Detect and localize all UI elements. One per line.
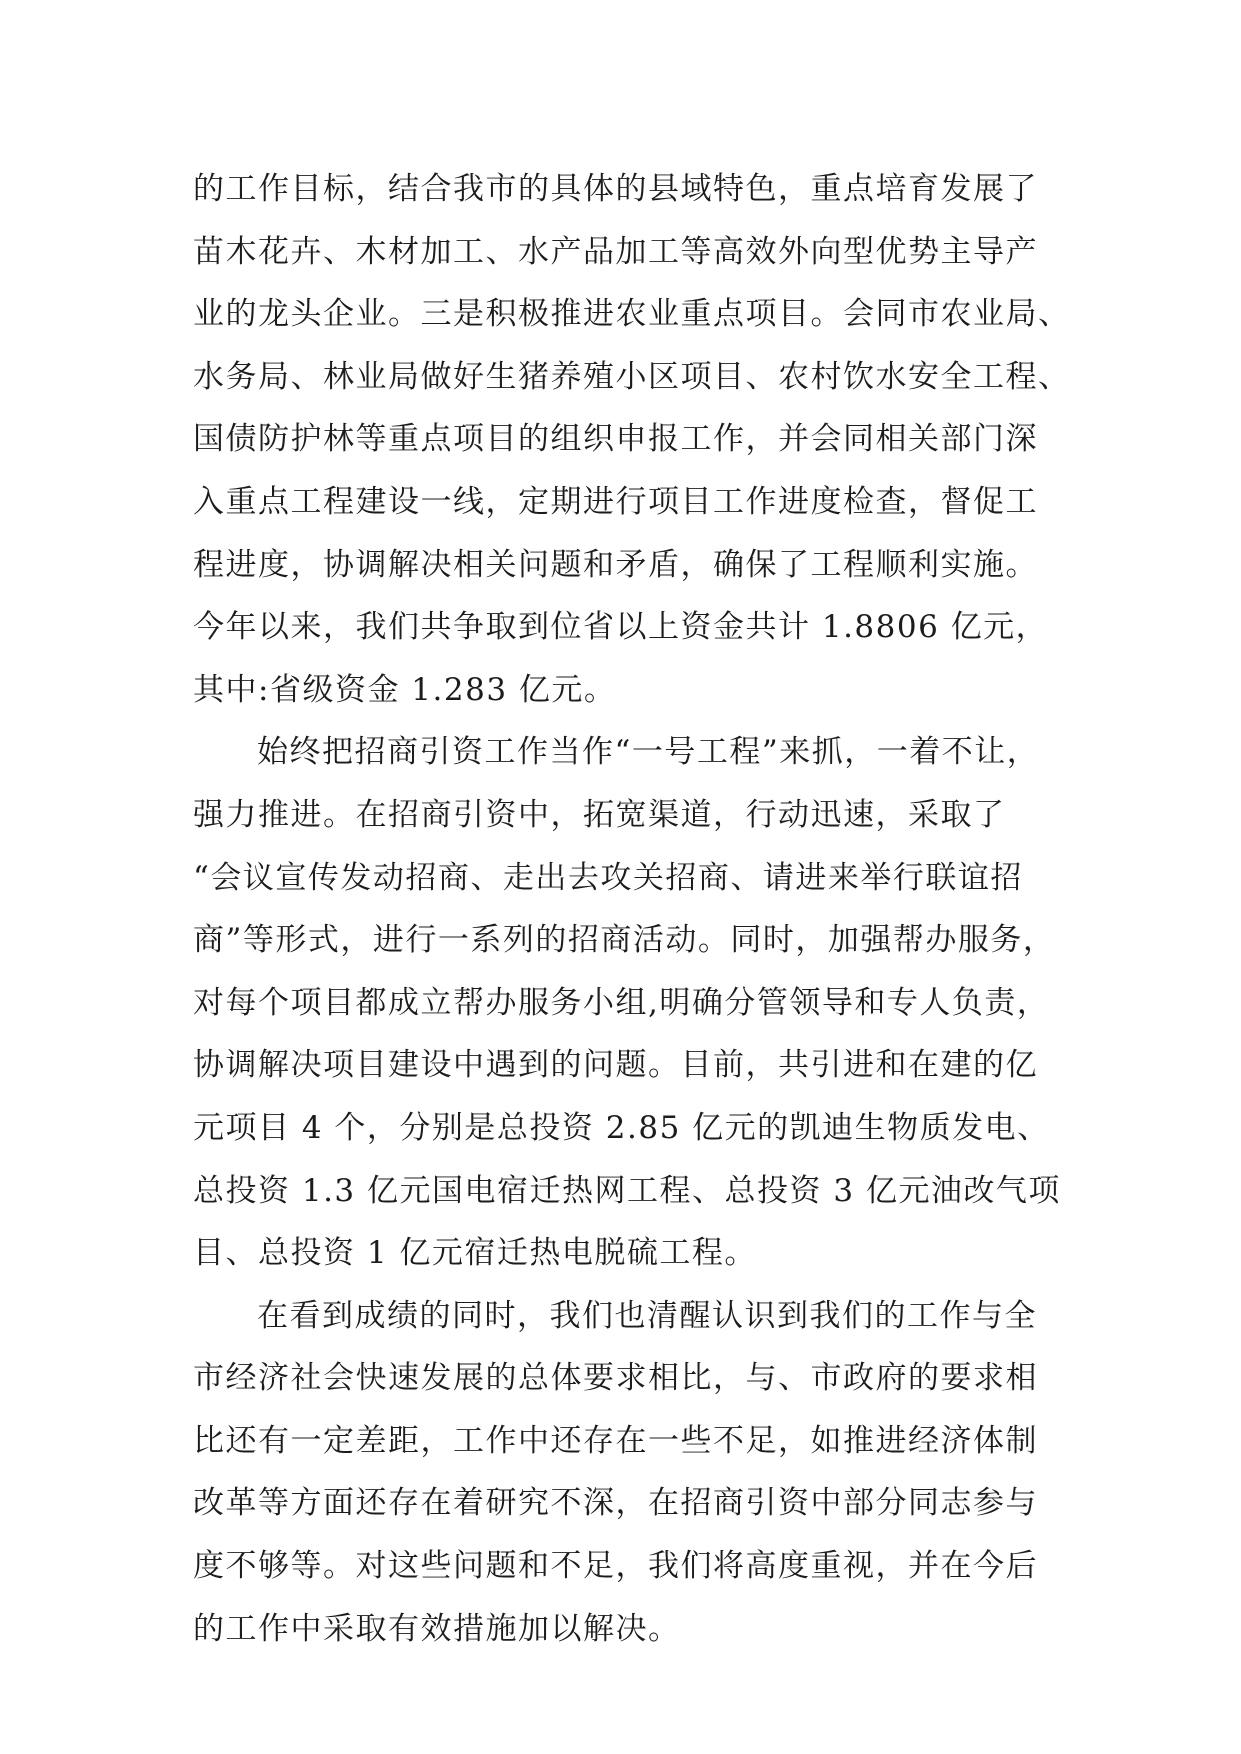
text-line: 程进度，协调解决相关问题和矛盾，确保了工程顺利实施。 xyxy=(193,546,1038,583)
text-line: 目、总投资 1 亿元宿迁热电脱硫工程。 xyxy=(193,1235,757,1272)
text-line: 水务局、林业局做好生猪养殖小区项目、农村饮水安全工程、 xyxy=(193,358,1071,395)
text-line: 总投资 1.3 亿元国电宿迁热网工程、总投资 3 亿元油改气项 xyxy=(193,1172,1061,1209)
text-line: 强力推进。在招商引资中，拓宽渠道，行动迅速，采取了 xyxy=(193,796,1006,833)
text-line: 的工作中采取有效措施加以解决。 xyxy=(193,1610,681,1647)
text-line: 协调解决项目建设中遇到的问题。目前，共引进和在建的亿 xyxy=(193,1047,1038,1084)
text-line-first: 始终把招商引资工作当作“一号工程”来抓，一着不让， xyxy=(257,734,1040,771)
text-line: 今年以来，我们共争取到位省以上资金共计 1.8806 亿元， xyxy=(193,609,1049,646)
text-line: 元项目 4 个，分别是总投资 2.85 亿元的凯迪生物质发电、 xyxy=(193,1109,1050,1146)
text-line: 业的龙头企业。三是积极推进农业重点项目。会同市农业局、 xyxy=(193,296,1071,333)
paragraph-1 xyxy=(193,158,1071,721)
document-body xyxy=(193,158,1071,1660)
text-line: 市经济社会快速发展的总体要求相比，与、市政府的要求相 xyxy=(193,1360,1038,1397)
text-line: 入重点工程建设一线，定期进行项目工作进度检查，督促工 xyxy=(193,483,1038,520)
text-line: 商”等形式，进行一系列的招商活动。同时，加强帮办服务， xyxy=(193,922,1056,959)
text-line-first: 在看到成绩的同时，我们也清醒认识到我们的工作与全 xyxy=(257,1297,1037,1334)
paragraph-2 xyxy=(193,721,1063,1284)
paragraph-3 xyxy=(193,1285,1063,1661)
text-line: 苗木花卉、木材加工、水产品加工等高效外向型优势主导产 xyxy=(193,233,1038,270)
text-line: 比还有一定差距，工作中还存在一些不足，如推进经济体制 xyxy=(193,1422,1038,1459)
text-line: 对每个项目都成立帮办服务小组,明确分管领导和专人负责， xyxy=(193,984,1050,1021)
text-line: 度不够等。对这些问题和不足，我们将高度重视，并在今后 xyxy=(193,1548,1038,1585)
text-line: 其中:省级资金 1.283 亿元。 xyxy=(193,671,617,708)
text-line: 国债防护林等重点项目的组织申报工作，并会同相关部门深 xyxy=(193,421,1038,458)
text-line: 的工作目标，结合我市的具体的县域特色，重点培育发展了 xyxy=(193,171,1038,207)
text-line: “会议宣传发动招商、走出去攻关招商、请进来举行联谊招 xyxy=(193,859,1023,896)
text-line: 改革等方面还存在着研究不深，在招商引资中部分同志参与 xyxy=(193,1485,1038,1522)
